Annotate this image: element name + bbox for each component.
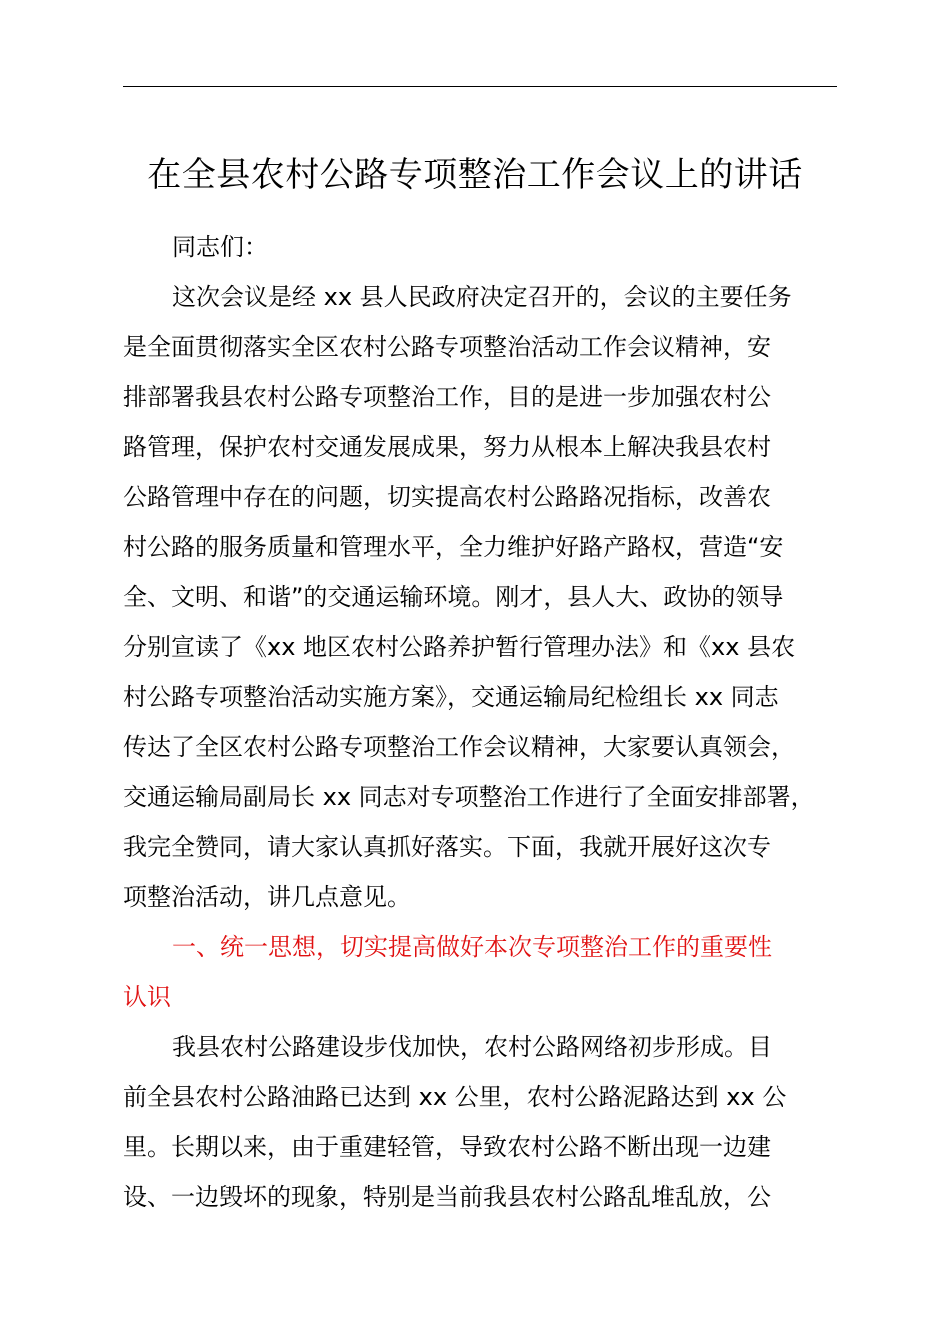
paragraph-2-line-1: 我县农村公路建设步伐加快，农村公路网络初步形成。目 [172,1033,772,1061]
paragraph-1-line-1: 这次会议是经 xx 县人民政府决定召开的，会议的主要任务 [172,283,792,311]
paragraph-1-line-9: 村公路专项整治活动实施方案》，交通运输局纪检组长 xx 同志 [123,683,779,711]
section-heading-1-line-1: 一、统一思想，切实提高做好本次专项整治工作的重要性 [172,933,772,961]
header-rule [123,86,837,87]
paragraph-2-line-4: 设、一边毁坏的现象，特别是当前我县农村公路乱堆乱放，公 [123,1183,771,1211]
paragraph-1-line-7: 全、文明、和谐”的交通运输环境。刚才，县人大、政协的领导 [123,583,784,611]
paragraph-2-line-3: 里。长期以来，由于重建轻管，导致农村公路不断出现一边建 [123,1133,771,1161]
paragraph-1-line-11: 交通运输局副局长 xx 同志对专项整治工作进行了全面安排部署， [123,783,815,811]
paragraph-1-line-8: 分别宣读了《xx 地区农村公路养护暂行管理办法》和《xx 县农 [123,633,796,661]
section-heading-1-line-2: 认识 [123,983,171,1011]
paragraph-2-line-2: 前全县农村公路油路已达到 xx 公里，农村公路泥路达到 xx 公 [123,1083,787,1111]
salutation: 同志们： [172,233,268,261]
paragraph-1-line-5: 公路管理中存在的问题，切实提高农村公路路况指标，改善农 [123,483,771,511]
document-title: 在全县农村公路专项整治工作会议上的讲话 [147,155,803,195]
paragraph-1-line-4: 路管理，保护农村交通发展成果，努力从根本上解决我县农村 [123,433,771,461]
paragraph-1-line-6: 村公路的服务质量和管理水平，全力维护好路产路权，营造“安 [123,533,784,561]
paragraph-1-line-13: 项整治活动，讲几点意见。 [123,883,411,911]
paragraph-1-line-3: 排部署我县农村公路专项整治工作，目的是进一步加强农村公 [123,383,771,411]
paragraph-1-line-12: 我完全赞同，请大家认真抓好落实。下面，我就开展好这次专 [123,833,771,861]
paragraph-1-line-2: 是全面贯彻落实全区农村公路专项整治活动工作会议精神，安 [123,333,771,361]
paragraph-1-line-10: 传达了全区农村公路专项整治工作会议精神，大家要认真领会， [123,733,795,761]
